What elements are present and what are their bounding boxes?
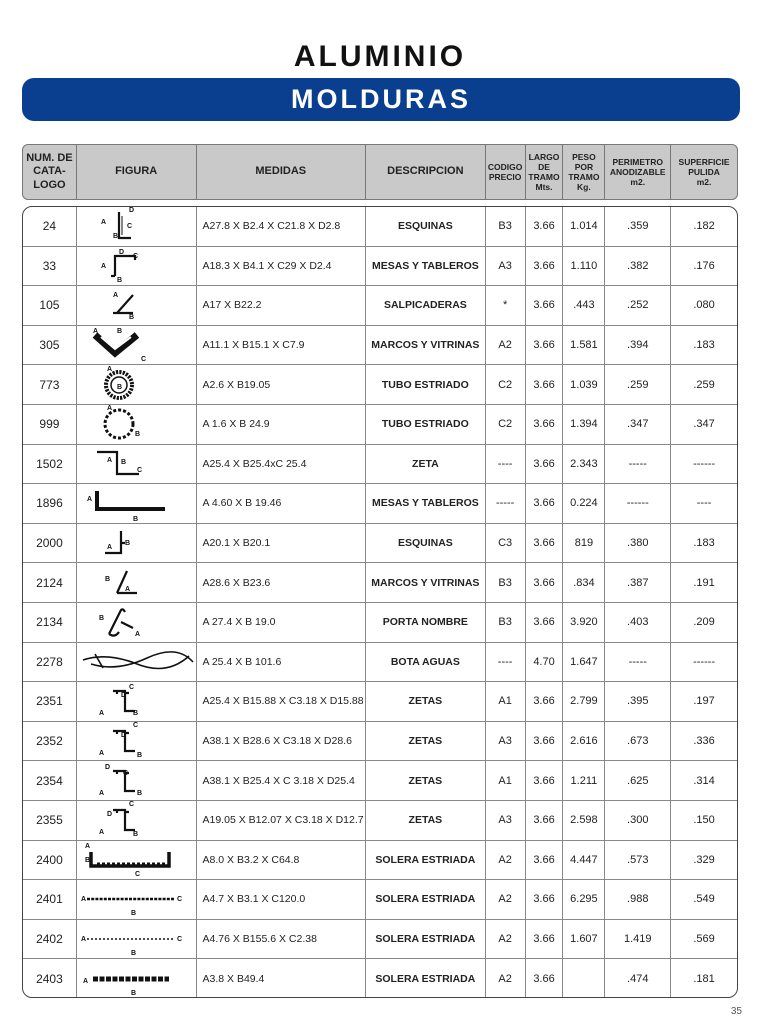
peso-tramo-cell: 1.607 [563,920,605,959]
codigo-precio-cell: A2 [486,880,526,919]
catalog-number-cell: 2000 [23,524,77,563]
peso-tramo-cell: 0.224 [563,484,605,523]
superficie-cell: .191 [693,576,715,589]
perimetro-cell: .394 [605,326,671,365]
slanted-angle-profile-icon [77,563,195,602]
header-codigo-precio: CODIGO PRECIO [486,145,526,199]
perimetro-cell: .395 [605,682,671,721]
catalog-number-cell: 2402 [23,920,77,959]
perimetro-cell: .359 [605,207,671,246]
figure-letter-label: B [121,458,127,466]
figure-letter-label: A [125,585,131,593]
figure-letter-label: B [117,328,123,336]
peso-tramo-cell: 4.447 [563,841,605,880]
descripcion-cell: TUBO ESTRIADO [366,365,486,404]
descripcion-cell: SOLERA ESTRIADA [366,841,486,880]
descripcion-cell: SOLERA ESTRIADA [366,959,486,998]
medidas-cell: A20.1 X B20.1 [197,524,367,563]
figure-letter-label: A [83,978,89,986]
figure-letter-label: B [133,710,139,718]
medidas-cell: A38.1 X B25.4 X C 3.18 X D25.4 [197,761,367,800]
medidas-cell: A 27.4 X B 19.0 [197,603,367,642]
figure-letter-label: C [123,769,129,777]
peso-tramo-cell: 1.014 [563,207,605,246]
descripcion-cell: ZETAS [366,722,486,761]
superficie-cell: .549 [693,893,715,906]
perimetro-cell: .300 [605,801,671,840]
figure-letter-label: A [93,328,99,336]
z-medium-profile-icon [77,722,195,761]
perimetro-cell: .380 [605,524,671,563]
peso-tramo-cell: 1.647 [563,643,605,682]
figure-letter-label: C [133,722,139,730]
medidas-cell: A28.6 X B23.6 [197,563,367,602]
figure-letter-label: A [81,936,87,944]
table-row [23,484,737,524]
medidas-cell: A38.1 X B28.6 X C3.18 X D28.6 [197,722,367,761]
medidas-cell: A 1.6 X B 24.9 [197,405,367,444]
peso-tramo-cell: 2.616 [563,722,605,761]
long-table-edge-icon [77,484,195,523]
table-row [23,247,737,287]
table-row [23,563,737,603]
codigo-precio-cell: A2 [486,959,526,998]
perimetro-cell: ------ [605,484,671,523]
figure-letter-label: B [105,575,111,583]
figure-letter-label: B [129,314,135,322]
figure-letter-label: B [131,910,137,918]
catalog-number-cell: 2134 [23,603,77,642]
largo-tramo-cell: 3.66 [526,920,564,959]
superficie-cell: .183 [693,339,715,352]
peso-tramo-cell: 1.211 [563,761,605,800]
descripcion-cell: ESQUINAS [366,207,486,246]
figure-letter-label: D [129,207,135,215]
codigo-precio-cell: A1 [486,761,526,800]
table-row [23,880,737,920]
table-row [23,643,737,683]
figure-cell [77,801,197,840]
perimetro-cell: .387 [605,563,671,602]
figure-letter-label: B [125,540,131,548]
medidas-cell: A8.0 X B3.2 X C64.8 [197,841,367,880]
largo-tramo-cell: 3.66 [526,761,564,800]
peso-tramo-cell: 3.920 [563,603,605,642]
perimetro-cell: .988 [605,880,671,919]
medidas-cell: A2.6 X B19.05 [197,365,367,404]
largo-tramo-cell: 3.66 [526,801,564,840]
perimetro-cell: .382 [605,247,671,286]
figure-letter-label: C [141,356,147,364]
perimetro-cell: .673 [605,722,671,761]
catalog-number-cell: 33 [23,247,77,286]
superficie-cell: .182 [693,220,715,233]
largo-tramo-cell: 3.66 [526,841,564,880]
codigo-precio-cell: A3 [486,801,526,840]
table-row [23,207,737,247]
descripcion-cell: BOTA AGUAS [366,643,486,682]
catalog-number-cell: 305 [23,326,77,365]
medidas-cell: A 25.4 X B 101.6 [197,643,367,682]
codigo-precio-cell: ---- [486,445,526,484]
codigo-precio-cell: A2 [486,841,526,880]
catalog-number-cell: 2351 [23,682,77,721]
catalog-number-cell: 2400 [23,841,77,880]
figure-letter-label: D [121,692,127,700]
perimetro-cell: 1.419 [605,920,671,959]
figure-letter-label: B [131,990,137,998]
medidas-cell: A4.7 X B3.1 X C120.0 [197,880,367,919]
table-row [23,841,737,881]
largo-tramo-cell: 4.70 [526,643,564,682]
figure-letter-label: C [135,870,141,878]
table-row [23,722,737,762]
figure-cell [77,326,197,365]
medidas-cell: A19.05 X B12.07 X C3.18 X D12.7 [197,801,367,840]
drip-edge-profile-icon [77,643,195,682]
codigo-precio-cell: C2 [486,405,526,444]
superficie-cell: .181 [693,973,715,986]
header-superficie: SUPERFICIE PULIDA m2. [678,156,730,188]
codigo-precio-cell: A2 [486,326,526,365]
figure-cell [77,445,197,484]
superficie-cell: .176 [693,259,715,272]
descripcion-cell: ESQUINAS [366,524,486,563]
superficie-cell: .209 [693,616,715,629]
codigo-precio-cell: B3 [486,563,526,602]
figure-cell [77,484,197,523]
descripcion-cell: SOLERA ESTRIADA [366,920,486,959]
figure-letter-label: B [131,950,137,958]
codigo-precio-cell: A3 [486,722,526,761]
peso-tramo-cell: 2.343 [563,445,605,484]
table-row [23,761,737,801]
figure-letter-label: B [133,516,139,523]
largo-tramo-cell: 3.66 [526,603,564,642]
peso-tramo-cell: 2.598 [563,801,605,840]
name-holder-profile-icon [77,603,195,642]
peso-tramo-cell: 1.394 [563,405,605,444]
figure-letter-label: A [99,710,105,718]
figure-letter-label: A [101,262,107,270]
figure-cell [77,880,197,919]
z-tall-profile-icon [77,761,195,800]
figure-cell [77,207,197,246]
largo-tramo-cell: 3.66 [526,880,564,919]
figure-letter-label: A [113,292,119,300]
table-row [23,682,737,722]
catalog-number-cell: 2355 [23,801,77,840]
fluted-tube-large-icon [77,405,195,444]
table-row [23,920,737,960]
catalog-number-cell: 1502 [23,445,77,484]
catalog-number-cell: 2354 [23,761,77,800]
figure-cell [77,563,197,602]
splashback-angle-icon [77,286,195,325]
largo-tramo-cell: 3.66 [526,286,564,325]
catalog-number-cell: 24 [23,207,77,246]
descripcion-cell: ZETA [366,445,486,484]
figure-letter-label: B [135,431,141,439]
figure-cell [77,365,197,404]
figure-cell [77,603,197,642]
fluted-bar-u-icon [77,841,195,880]
codigo-precio-cell: ---- [486,643,526,682]
figure-letter-label: A [135,631,141,639]
fluted-bar-flat-icon [77,959,195,998]
descripcion-cell: PORTA NOMBRE [366,603,486,642]
table-edge-profile-icon [77,247,195,286]
figure-letter-label: D [119,248,125,256]
superficie-cell: .329 [693,853,715,866]
descripcion-cell: MARCOS Y VITRINAS [366,326,486,365]
superficie-cell: .336 [693,735,715,748]
perimetro-cell: .573 [605,841,671,880]
fluted-bar-wide-icon [77,880,195,919]
codigo-precio-cell: C2 [486,365,526,404]
perimetro-cell: .259 [605,365,671,404]
figure-letter-label: A [99,750,105,758]
descripcion-cell: ZETAS [366,682,486,721]
figure-cell [77,286,197,325]
figure-letter-label: B [85,856,91,864]
codigo-precio-cell: * [486,286,526,325]
peso-tramo-cell: 1.039 [563,365,605,404]
perimetro-cell: .474 [605,959,671,998]
figure-letter-label: C [137,466,143,474]
table-row [23,445,737,485]
superficie-cell: .197 [693,695,715,708]
descripcion-cell: SALPICADERAS [366,286,486,325]
table-row [23,326,737,366]
codigo-precio-cell: ----- [486,484,526,523]
catalog-number-cell: 999 [23,405,77,444]
figure-letter-label: A [101,219,107,227]
superficie-cell: .183 [693,537,715,550]
figure-letter-label: A [87,496,93,504]
superficie-cell: ------ [693,655,716,668]
descripcion-cell: TUBO ESTRIADO [366,405,486,444]
figure-cell [77,524,197,563]
page-title: ALUMINIO [293,40,467,73]
figure-letter-label: A [99,829,105,837]
table-row [23,524,737,564]
peso-tramo-cell [563,959,605,998]
corner-angle-profile-icon [77,207,195,246]
catalog-number-cell: 2278 [23,643,77,682]
peso-tramo-cell: 6.295 [563,880,605,919]
superficie-cell: .150 [693,814,715,827]
largo-tramo-cell: 3.66 [526,445,564,484]
largo-tramo-cell: 3.66 [526,722,564,761]
superficie-cell: .314 [693,774,715,787]
peso-tramo-cell: 819 [563,524,605,563]
frame-vitrine-profile-icon [77,326,195,365]
codigo-precio-cell: A3 [486,247,526,286]
figure-letter-label: C [127,223,133,231]
codigo-precio-cell: B3 [486,603,526,642]
table-row [23,801,737,841]
figure-letter-label: A [81,896,87,904]
descripcion-cell: ZETAS [366,801,486,840]
peso-tramo-cell: 2.799 [563,682,605,721]
largo-tramo-cell: 3.66 [526,365,564,404]
medidas-cell: A4.76 X B155.6 X C2.38 [197,920,367,959]
figure-letter-label: A [85,842,91,850]
medidas-cell: A25.4 X B15.88 X C3.18 X D15.88 [197,682,367,721]
table-row [23,405,737,445]
perimetro-cell: ----- [605,445,671,484]
catalog-number-cell: 2352 [23,722,77,761]
largo-tramo-cell: 3.66 [526,326,564,365]
largo-tramo-cell: 3.66 [526,405,564,444]
superficie-cell: .080 [693,299,715,312]
descripcion-cell: MARCOS Y VITRINAS [366,563,486,602]
catalog-number-cell: 773 [23,365,77,404]
superficie-cell: ------ [693,457,716,470]
superficie-cell: .569 [693,933,715,946]
figure-cell [77,247,197,286]
codigo-precio-cell: B3 [486,207,526,246]
table-row [23,286,737,326]
descripcion-cell: MESAS Y TABLEROS [366,247,486,286]
header-descripcion: DESCRIPCION [366,145,486,199]
figure-letter-label: A [107,544,113,552]
medidas-cell: A11.1 X B15.1 X C7.9 [197,326,367,365]
fluted-tube-icon [77,365,195,404]
corner-step-profile-icon [77,524,195,563]
table-row [23,365,737,405]
figure-letter-label: D [121,732,127,740]
medidas-cell: A18.3 X B4.1 X C29 X D2.4 [197,247,367,286]
figure-letter-label: B [117,383,123,391]
descripcion-cell: SOLERA ESTRIADA [366,880,486,919]
header-peso-tramo: PESO POR TRAMO Kg. [563,145,605,199]
catalog-table [22,206,738,998]
catalog-number-cell: 2124 [23,563,77,602]
figure-letter-label: A [107,456,113,464]
header-medidas: MEDIDAS [197,145,367,199]
fluted-bar-thin-icon [77,920,195,959]
largo-tramo-cell: 3.66 [526,484,564,523]
section-banner: MOLDURAS [22,78,740,121]
perimetro-cell: .403 [605,603,671,642]
codigo-precio-cell: C3 [486,524,526,563]
figure-letter-label: D [107,811,113,819]
figure-cell [77,643,197,682]
medidas-cell: A 4.60 X B 19.46 [197,484,367,523]
largo-tramo-cell: 3.66 [526,247,564,286]
figure-letter-label: C [133,252,139,260]
figure-letter-label: B [113,233,119,241]
figure-letter-label: C [129,684,135,692]
figure-letter-label: B [99,615,105,623]
codigo-precio-cell: A2 [486,920,526,959]
figure-letter-label: A [107,405,113,413]
medidas-cell: A27.8 X B2.4 X C21.8 X D2.8 [197,207,367,246]
figure-letter-label: A [99,789,105,797]
figure-cell [77,920,197,959]
figure-letter-label: C [177,896,183,904]
z-compact-profile-icon [77,801,195,840]
superficie-cell: .259 [693,378,715,391]
z-small-profile-icon [77,682,195,721]
z-profile-icon [77,445,195,484]
catalog-number-cell: 2401 [23,880,77,919]
largo-tramo-cell: 3.66 [526,959,564,998]
largo-tramo-cell: 3.66 [526,682,564,721]
figure-cell [77,841,197,880]
largo-tramo-cell: 3.66 [526,563,564,602]
figure-letter-label: B [137,789,143,797]
perimetro-cell: .625 [605,761,671,800]
peso-tramo-cell: .834 [563,563,605,602]
medidas-cell: A3.8 X B49.4 [197,959,367,998]
perimetro-cell: ----- [605,643,671,682]
header-figure: FIGURA [77,145,197,199]
figure-letter-label: D [105,763,111,771]
figure-cell [77,959,197,998]
perimetro-cell: .252 [605,286,671,325]
figure-letter-label: B [137,752,143,760]
perimetro-cell: .347 [605,405,671,444]
header-catalog-num: NUM. DE CATA- LOGO [23,145,77,199]
figure-letter-label: B [117,276,123,284]
superficie-cell: .347 [693,418,715,431]
peso-tramo-cell: 1.581 [563,326,605,365]
largo-tramo-cell: 3.66 [526,207,564,246]
catalog-number-cell: 1896 [23,484,77,523]
medidas-cell: A17 X B22.2 [197,286,367,325]
header-perimetro: PERIMETRO ANODIZABLE m2. [605,145,671,199]
figure-letter-label: A [107,365,113,373]
figure-cell [77,405,197,444]
peso-tramo-cell: .443 [563,286,605,325]
header-largo-tramo: LARGO DE TRAMO Mts. [526,145,564,199]
table-row [23,603,737,643]
largo-tramo-cell: 3.66 [526,524,564,563]
descripcion-cell: MESAS Y TABLEROS [366,484,486,523]
figure-letter-label: C [129,801,135,809]
figure-letter-label: B [133,831,139,839]
catalog-number-cell: 105 [23,286,77,325]
table-row [23,959,737,998]
page-number: 35 [730,1006,742,1017]
medidas-cell: A25.4 X B25.4xC 25.4 [197,445,367,484]
figure-cell [77,722,197,761]
figure-cell [77,682,197,721]
table-header [22,144,738,200]
codigo-precio-cell: A1 [486,682,526,721]
figure-letter-label: C [177,936,183,944]
catalog-number-cell: 2403 [23,959,77,998]
superficie-cell: ---- [696,497,712,510]
figure-cell [77,761,197,800]
peso-tramo-cell: 1.110 [563,247,605,286]
descripcion-cell: ZETAS [366,761,486,800]
